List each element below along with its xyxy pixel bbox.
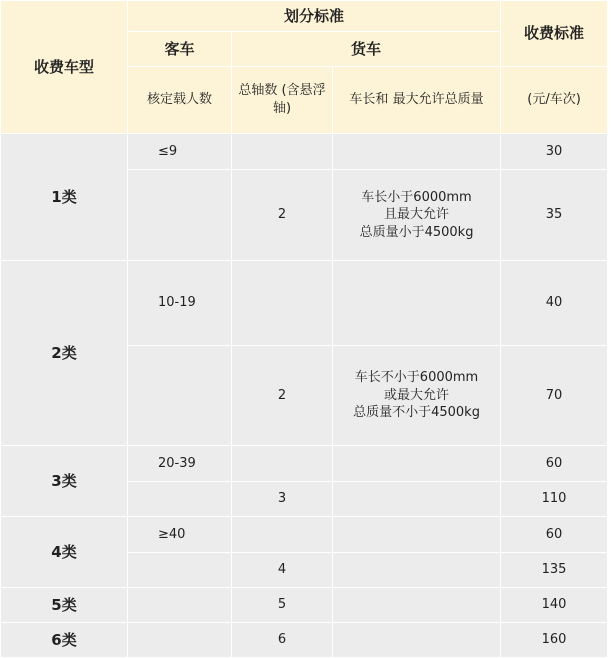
size-cell [333,553,501,588]
axles-cell [232,134,333,170]
axles-cell [232,261,333,346]
size-cell [333,517,501,553]
vehicle-type-cell: 6类 [1,623,128,658]
size-cell [333,261,501,346]
header-size-line2: 最大允许总质量 [392,92,484,108]
size-line: 车长不小于6000mm [354,370,479,386]
header-classification: 划分标准 [128,1,501,32]
axles-cell [232,446,333,482]
header-axles-line2: (含悬浮轴) [272,83,326,116]
size-line: 总质量不小于4500kg [353,405,480,421]
size-cell [333,446,501,482]
seats-cell [128,588,232,623]
seats-cell [128,170,232,261]
vehicle-type-cell: 4类 [1,517,128,588]
seats-cell: 20-39 [128,446,232,482]
seats-cell: ≥40 [128,517,232,553]
size-line: 且最大允许 [384,207,450,223]
size-line: 总质量小于4500kg [359,224,474,240]
axles-cell: 3 [232,482,333,517]
vehicle-type-cell: 3类 [1,446,128,517]
size-cell [333,134,501,170]
header-fee-standard: 收费标准 [501,1,608,67]
seats-cell: 10-19 [128,261,232,346]
table-row [1,517,608,553]
header-axles-line1: 总轴数 [238,83,278,99]
size-line: 或最大允许 [384,387,450,403]
fee-cell: 40 [501,261,608,346]
size-cell [333,588,501,623]
axles-cell: 6 [232,623,333,658]
header-axles [232,67,333,134]
table-row [1,134,608,170]
axles-cell: 5 [232,588,333,623]
header-vehicle-type: 收费车型 [1,1,128,134]
fee-cell: 135 [501,553,608,588]
header-size-line1: 车长和 [349,92,389,108]
vehicle-type-cell: 5类 [1,588,128,623]
header-bus: 客车 [128,32,232,67]
vehicle-type-cell: 2类 [1,261,128,446]
seats-cell [128,623,232,658]
size-cell [333,623,501,658]
vehicle-type-cell: 1类 [1,134,128,261]
seats-cell [128,346,232,446]
seats-cell [128,482,232,517]
size-cell [333,346,501,446]
size-cell [333,170,501,261]
fee-cell: 110 [501,482,608,517]
fee-cell: 60 [501,446,608,482]
fee-cell: 70 [501,346,608,446]
header-truck: 货车 [232,32,501,67]
fee-cell: 35 [501,170,608,261]
header-size-weight [333,67,501,134]
size-line: 车长小于6000mm [361,189,472,205]
table-row [1,588,608,623]
header-unit: (元/车次) [501,67,608,134]
seats-cell [128,553,232,588]
axles-cell [232,517,333,553]
fee-cell: 140 [501,588,608,623]
header-seats: 核定载人数 [128,67,232,134]
table-row [1,623,608,658]
table-row [1,261,608,346]
size-cell [333,482,501,517]
fee-cell: 60 [501,517,608,553]
axles-cell: 2 [232,170,333,261]
fee-cell: 160 [501,623,608,658]
axles-cell: 2 [232,346,333,446]
fee-cell: 30 [501,134,608,170]
table-row [1,446,608,482]
axles-cell: 4 [232,553,333,588]
seats-cell: ≤9 [128,134,232,170]
